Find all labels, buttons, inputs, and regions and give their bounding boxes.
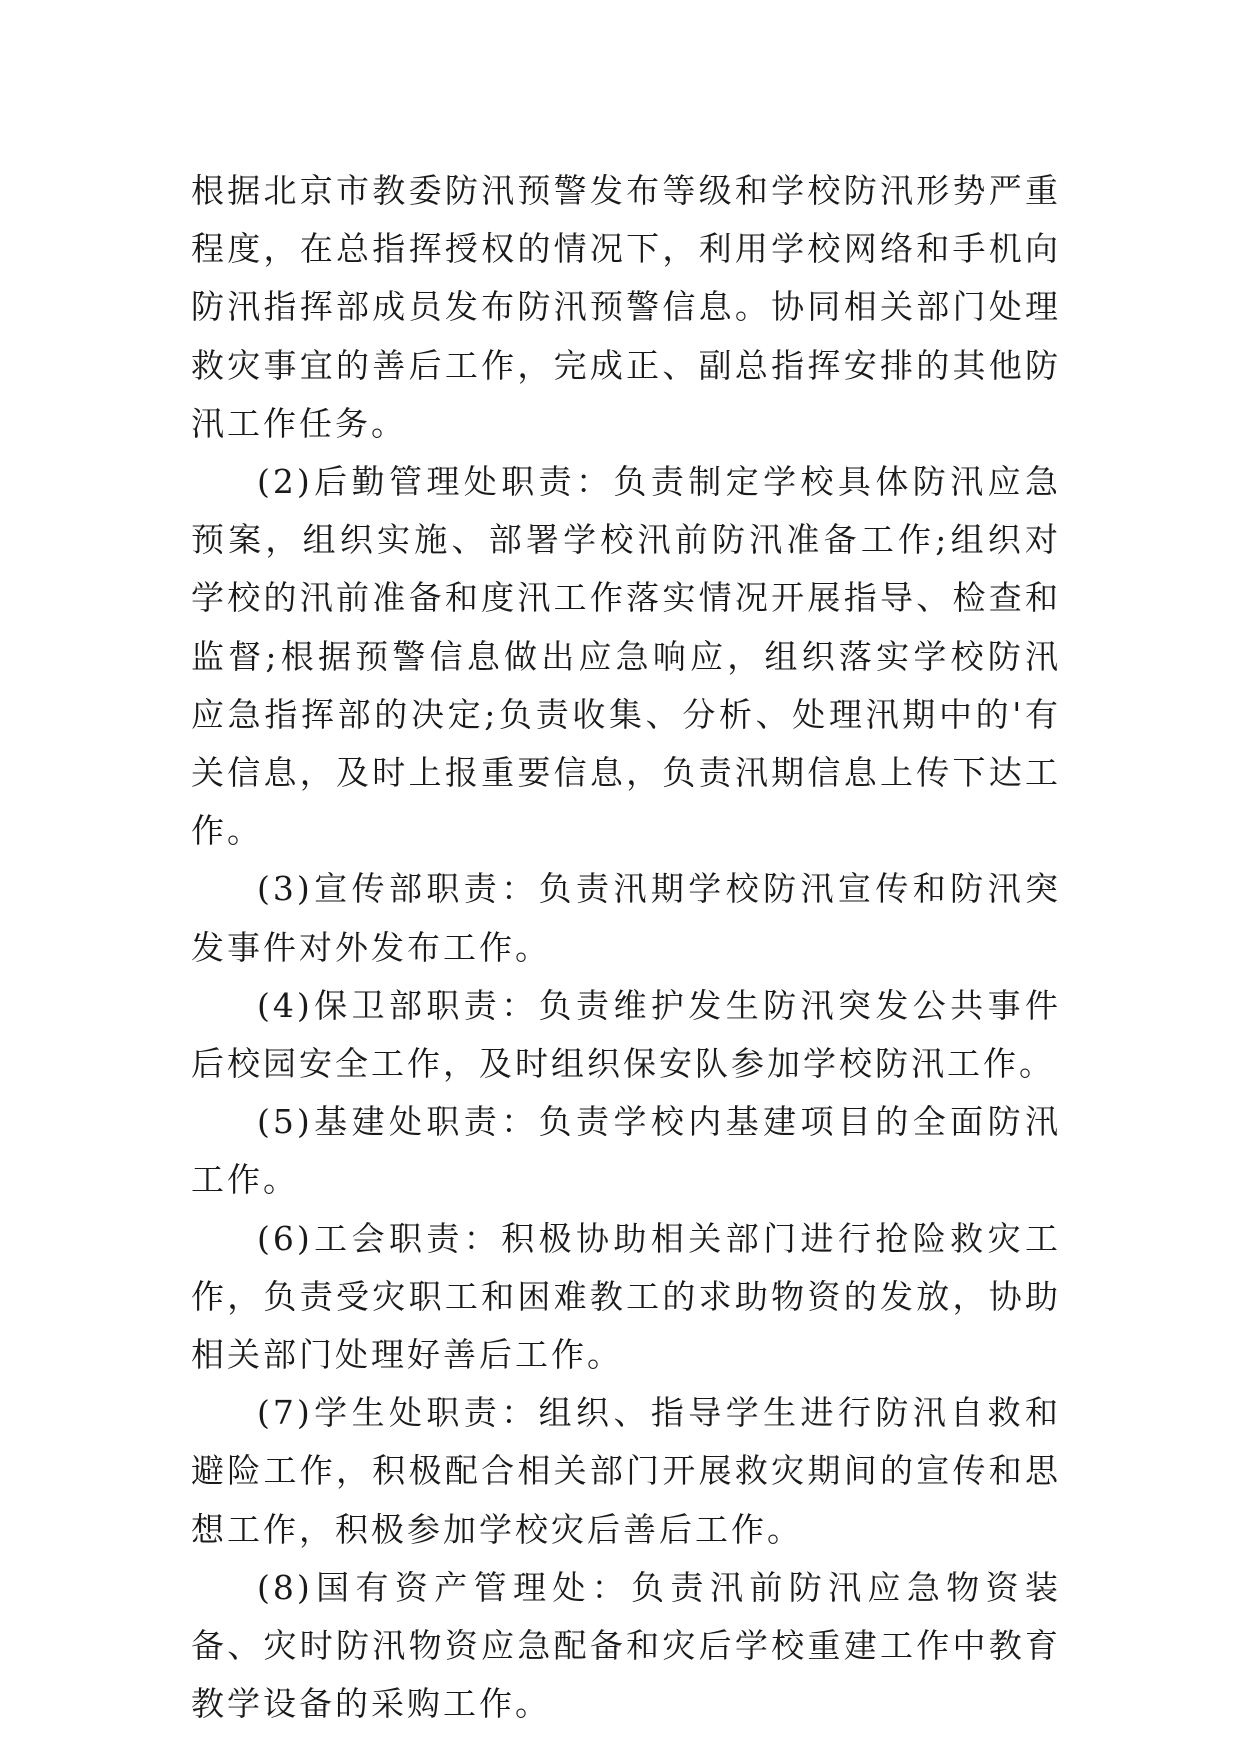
- paragraph-student-affairs-duties: (7)学生处职责：组织、指导学生进行防汛自救和避险工作，积极配合相关部门开展救灾期间的宣传和思想工作，积极参加学校灾后善后工作。: [191, 1393, 1061, 1549]
- paragraph-construction-duties: (5)基建处职责：负责学校内基建项目的全面防汛工作。: [191, 1102, 1061, 1200]
- document-body: [191, 162, 1061, 1733]
- paragraph-asset-management-duties: (8)国有资产管理处：负责汛前防汛应急物资装备、灾时防汛物资应急配备和灾后学校重建工作中教育教学设备的采购工作。: [191, 1567, 1061, 1724]
- paragraph-continuation: 根据北京市教委防汛预警发布等级和学校防汛形势严重程度，在总指挥授权的情况下，利用学校网络和手机向防汛指挥部成员发布防汛预警信息。协同相关部门处理救灾事宜的善后工作，完成正、副总指挥安排的其他防汛工作任务。: [191, 171, 1061, 443]
- paragraph-union-duties: (6)工会职责：积极协助相关部门进行抢险救灾工作，负责受灾职工和困难教工的求助物资的发放，协助相关部门处理好善后工作。: [191, 1218, 1061, 1375]
- paragraph-security-duties: (4)保卫部职责：负责维护发生防汛突发公共事件后校园安全工作，及时组织保安队参加学校防汛工作。: [191, 985, 1061, 1084]
- paragraph-logistics-duties: (2)后勤管理处职责：负责制定学校具体防汛应急预案，组织实施、部署学校汛前防汛准备工作;组织对学校的汛前准备和度汛工作落实情况开展指导、检查和监督;根据预警信息做出应急响应，组织落实学校防汛应急指挥部的决定;负责收集、分析、处理汛期中的'有关信息，及时上报重要信息，负责汛期信息上传下达工作。: [191, 462, 1061, 851]
- paragraph-publicity-duties: (3)宣传部职责：负责汛期学校防汛宣传和防汛突发事件对外发布工作。: [191, 869, 1061, 967]
